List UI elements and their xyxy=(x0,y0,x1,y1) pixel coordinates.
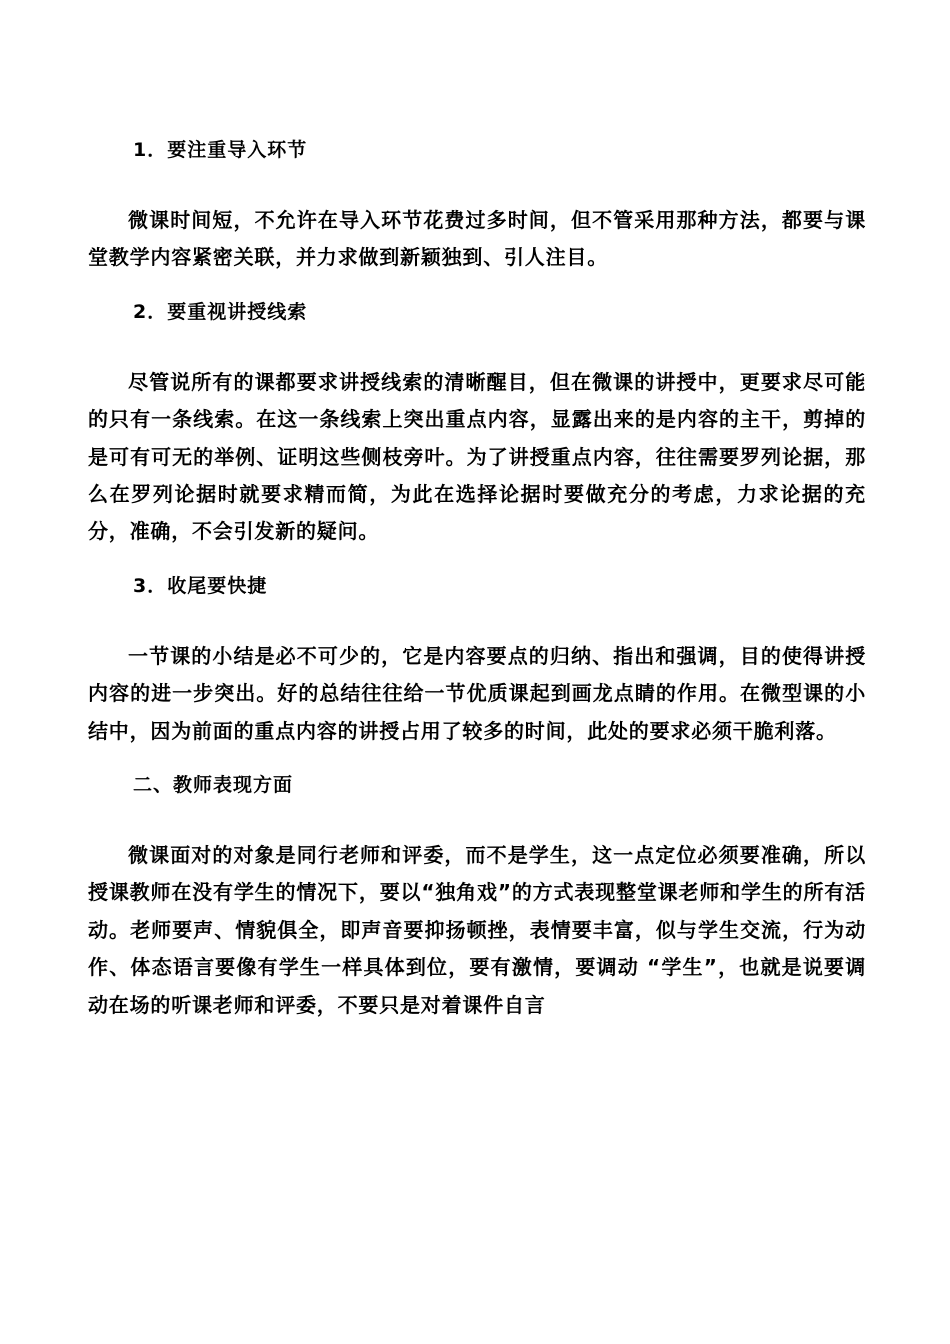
section-paragraph-introduction: 微课时间短，不允许在导入环节花费过多时间，但不管采用那种方法，都要与课堂教学内容紧密关联，并力求做到新颖独到、引人注目。 xyxy=(88,208,866,270)
document-page xyxy=(88,132,866,1041)
section-heading-teacher-performance: 二、教师表现方面 xyxy=(133,774,294,797)
section-heading-ending: 3．收尾要快捷 xyxy=(133,574,268,597)
section-paragraph-ending: 一节课的小结是必不可少的，它是内容要点的归纳、指出和强调，目的使得讲授内容的进一步突出。好的总结往往给一节优质课起到画龙点睛的作用。在微型课的小结中，因为前面的重点内容的讲授占用了较多的时间，此处的要求必须干脆利落。 xyxy=(88,643,866,743)
section-heading-introduction: 1．要注重导入环节 xyxy=(133,139,308,161)
section-paragraph-lecture-clue: 尽管说所有的课都要求讲授线索的清晰醒目，但在微课的讲授中，更要求尽可能的只有一条线索。在这一条线索上突出重点内容，显露出来的是内容的主干，剪掉的是可有可无的举例、证明这些侧枝旁叶。为了讲授重点内容，往往需要罗列论据，那么在罗列论据时就要求精而简，为此在选择论据时要做充分的考虑，力求论据的充分，准确，不会引发新的疑问。 xyxy=(88,369,866,544)
section-heading-lecture-clue: 2．要重视讲授线索 xyxy=(133,300,308,323)
section-paragraph-teacher-performance: 微课面对的对象是同行老师和评委，而不是学生，这一点定位必须要准确，所以授课教师在没有学生的情况下，要以“独角戏”的方式表现整堂课老师和学生的所有活动。老师要声、情貌俱全，即声音要抑扬顿挫，表情要丰富，似与学生交流，行为动作、体态语言要像有学生一样具体到位，要有激情，要调动 “学生”，也就是说要调动在场的听课老师和评委，不要只是对着课件自言 xyxy=(88,843,866,1017)
